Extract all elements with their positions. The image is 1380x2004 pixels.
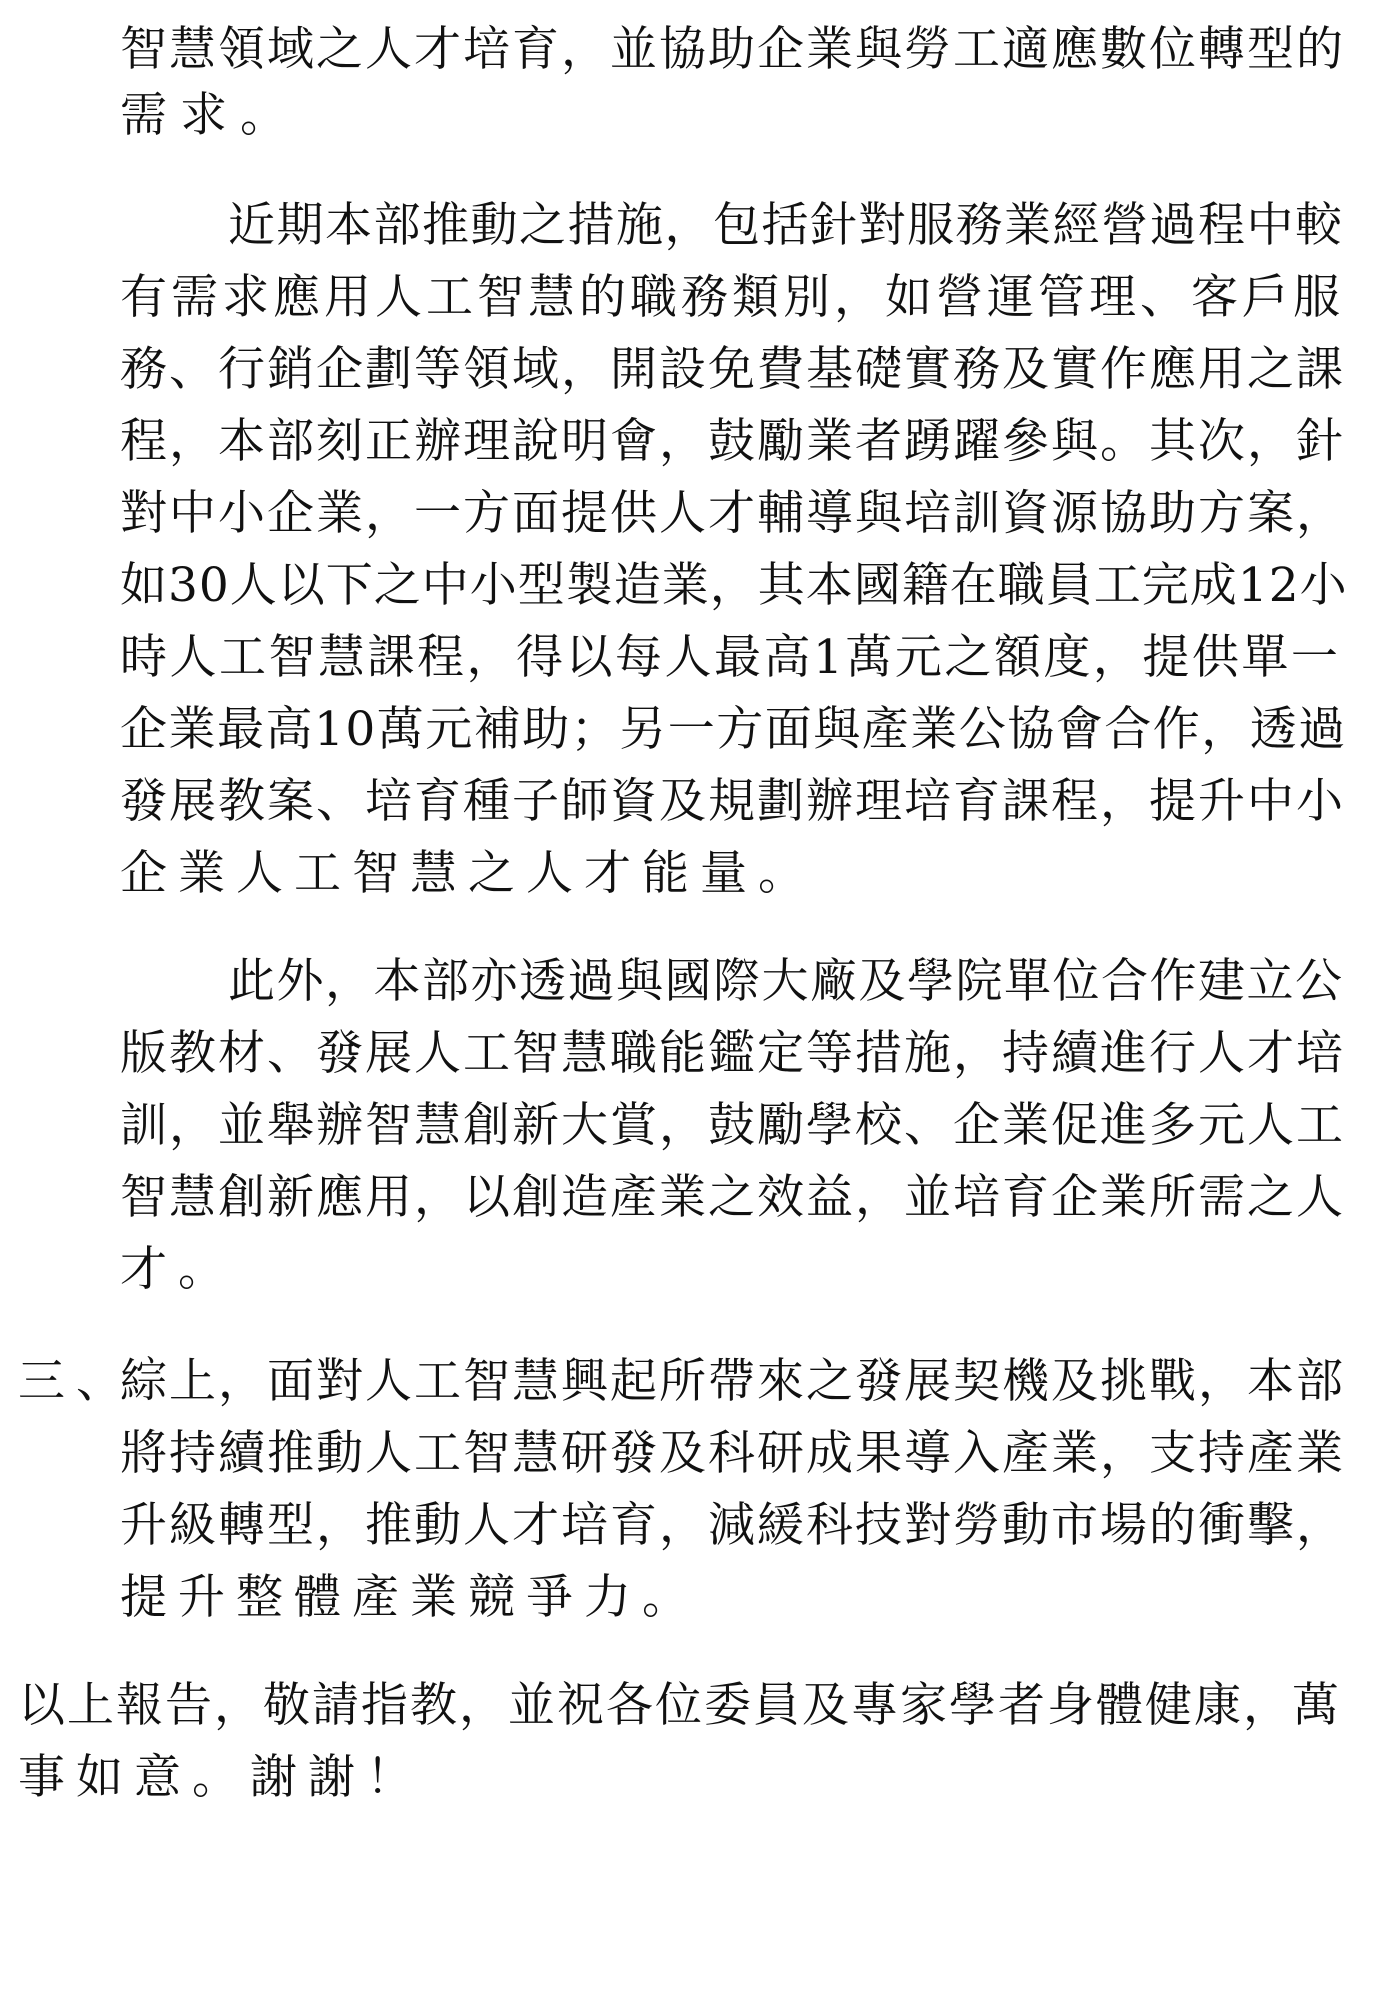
measures-line-7: 時人工智慧課程，得以每人最高1萬元之額度，提供單一 <box>120 630 1341 685</box>
section-three-line-2: 將持續推動人工智慧研發及科研成果導入產業，支持產業 <box>120 1426 1345 1481</box>
section-three-marker: 三、 <box>18 1354 134 1409</box>
measures-line-5: 對中小企業，一方面提供人才輔導與培訓資源協助方案， <box>120 486 1345 541</box>
closing-line-1: 以上報告，敬請指教，並祝各位委員及專家學者身體健康，萬 <box>18 1678 1341 1733</box>
measures-line-4: 程，本部刻正辦理說明會，鼓勵業者踴躍參與。其次，針 <box>120 414 1345 469</box>
measures-line-9: 發展教案、培育種子師資及規劃辦理培育課程，提升中小 <box>120 774 1345 829</box>
measures-line-10: 企業人工智慧之人才能量。 <box>120 846 816 901</box>
section-three-line-1: 綜上，面對人工智慧興起所帶來之發展契機及挑戰，本部 <box>120 1354 1345 1409</box>
additional-line-2: 版教材、發展人工智慧職能鑑定等措施，持續進行人才培 <box>120 1026 1345 1081</box>
measures-line-3: 務、行銷企劃等領域，開設免費基礎實務及實作應用之課 <box>120 342 1345 397</box>
additional-line-4: 智慧創新應用，以創造產業之效益，並培育企業所需之人 <box>120 1170 1345 1225</box>
measures-line-8: 企業最高10萬元補助；另一方面與產業公協會合作，透過 <box>120 702 1347 757</box>
closing-line-2: 事如意。謝謝！ <box>18 1750 424 1805</box>
measures-line-2: 有需求應用人工智慧的職務類別，如營運管理、客戶服 <box>120 270 1344 325</box>
additional-line-3: 訓，並舉辦智慧創新大賞，鼓勵學校、企業促進多元人工 <box>120 1098 1345 1153</box>
section-three-line-3: 升級轉型，推動人才培育，減緩科技對勞動市場的衝擊， <box>120 1498 1345 1553</box>
continuation-line-1: 智慧領域之人才培育，並協助企業與勞工適應數位轉型的 <box>120 22 1345 77</box>
measures-line-1: 近期本部推動之措施，包括針對服務業經營過程中較 <box>228 198 1344 253</box>
continuation-line-2: 需求。 <box>120 88 300 143</box>
measures-line-6: 如30人以下之中小型製造業，其本國籍在職員工完成12小 <box>120 558 1348 613</box>
section-three-line-4: 提升整體產業競爭力。 <box>120 1570 700 1625</box>
additional-line-5: 才。 <box>120 1242 236 1297</box>
additional-line-1: 此外，本部亦透過與國際大廠及學院單位合作建立公 <box>228 954 1344 1009</box>
